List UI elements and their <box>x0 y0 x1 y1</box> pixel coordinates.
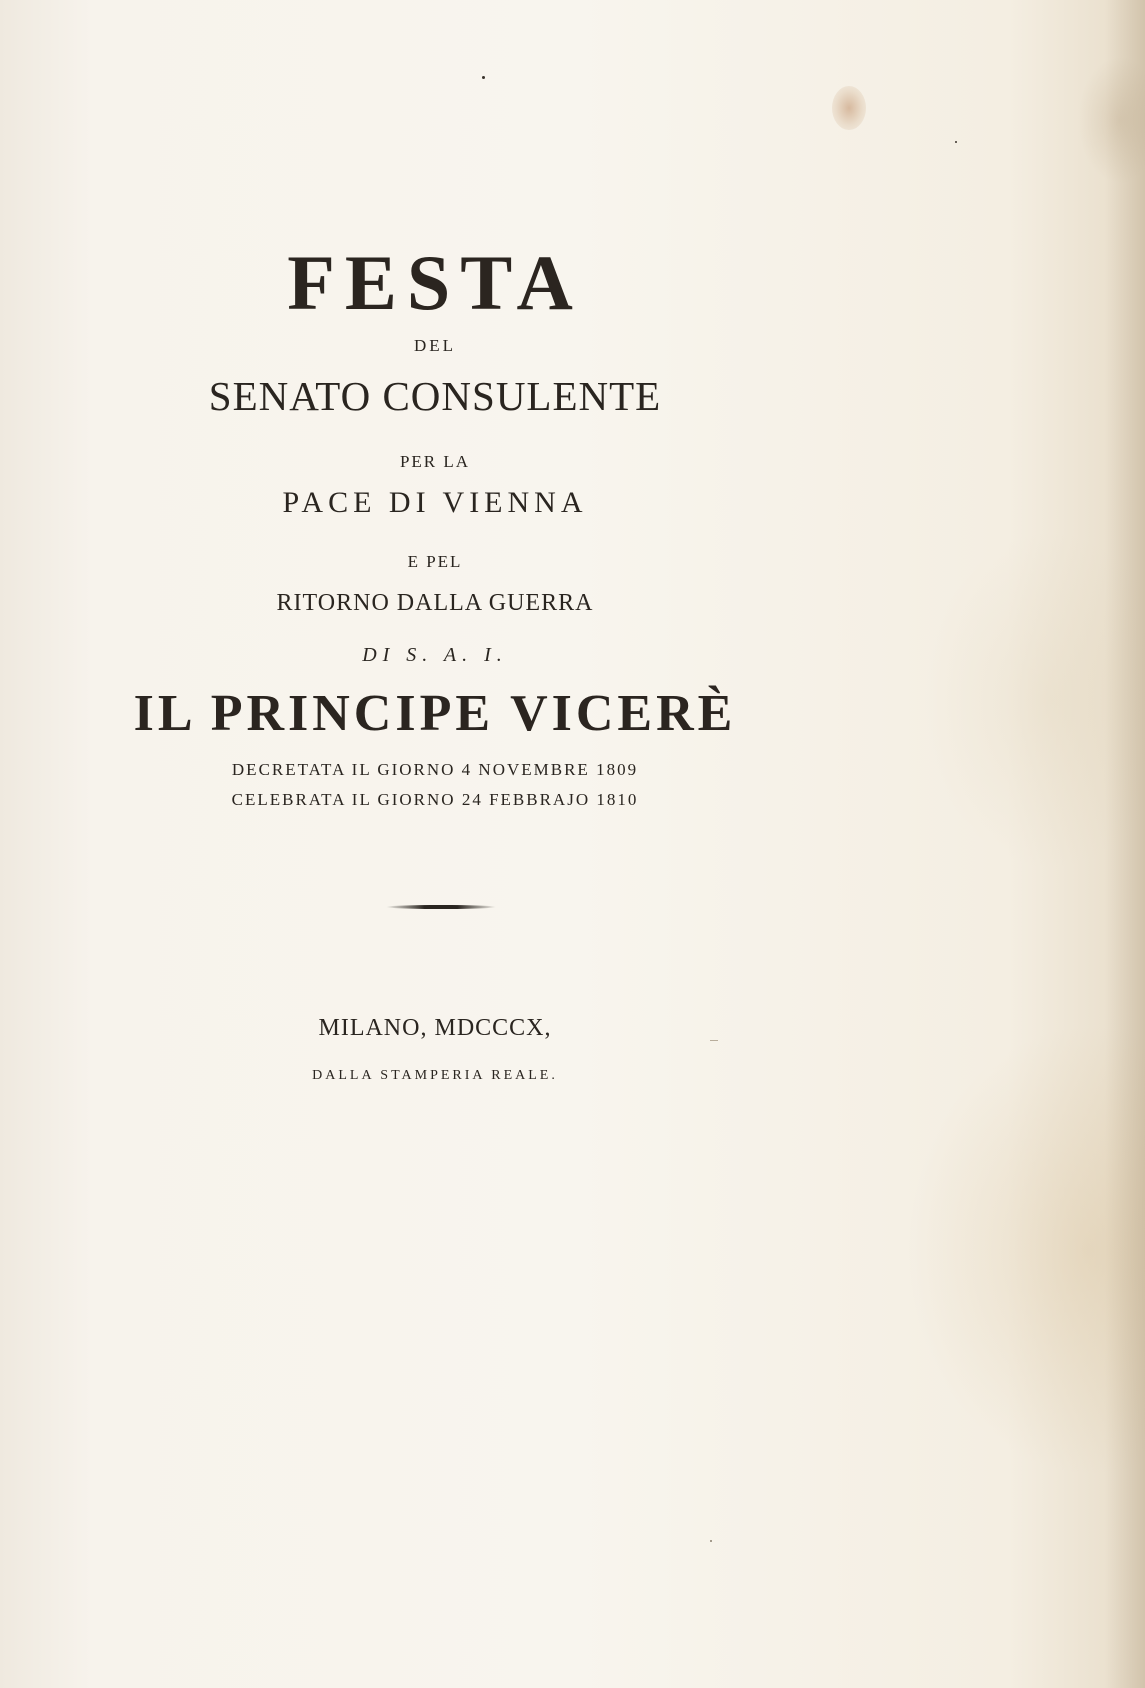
connector-e-pel: E PEL <box>407 552 463 571</box>
celebrated-date-line: CELEBRATA IL GIORNO 24 FEBBRAJO 1810 <box>231 790 639 809</box>
ink-speck <box>710 1540 712 1542</box>
decreed-date-line: DECRETATA IL GIORNO 4 NOVEMBRE 1809 <box>231 760 639 779</box>
honoree-name: IL PRINCIPE VICERÈ <box>133 685 737 742</box>
connector-per-la: PER LA <box>399 452 471 471</box>
honorific: DI S. A. I. <box>362 644 508 666</box>
connector-del: DEL <box>413 336 457 355</box>
imprint-printer: DALLA STAMPERIA REALE. <box>312 1068 558 1083</box>
page-edge-shadow <box>1105 0 1145 1688</box>
ink-speck <box>482 76 485 79</box>
ink-speck <box>955 141 957 143</box>
imprint-place-year: MILANO, MDCCCX, <box>318 1015 552 1041</box>
ornamental-rule <box>386 905 496 909</box>
foxing-stain <box>832 86 866 130</box>
institution-name: SENATO CONSULENTE <box>208 373 662 419</box>
occasion-peace: PACE DI VIENNA <box>282 486 588 519</box>
occasion-return: RITORNO DALLA GUERRA <box>276 590 594 616</box>
main-title: FESTA <box>287 239 583 326</box>
